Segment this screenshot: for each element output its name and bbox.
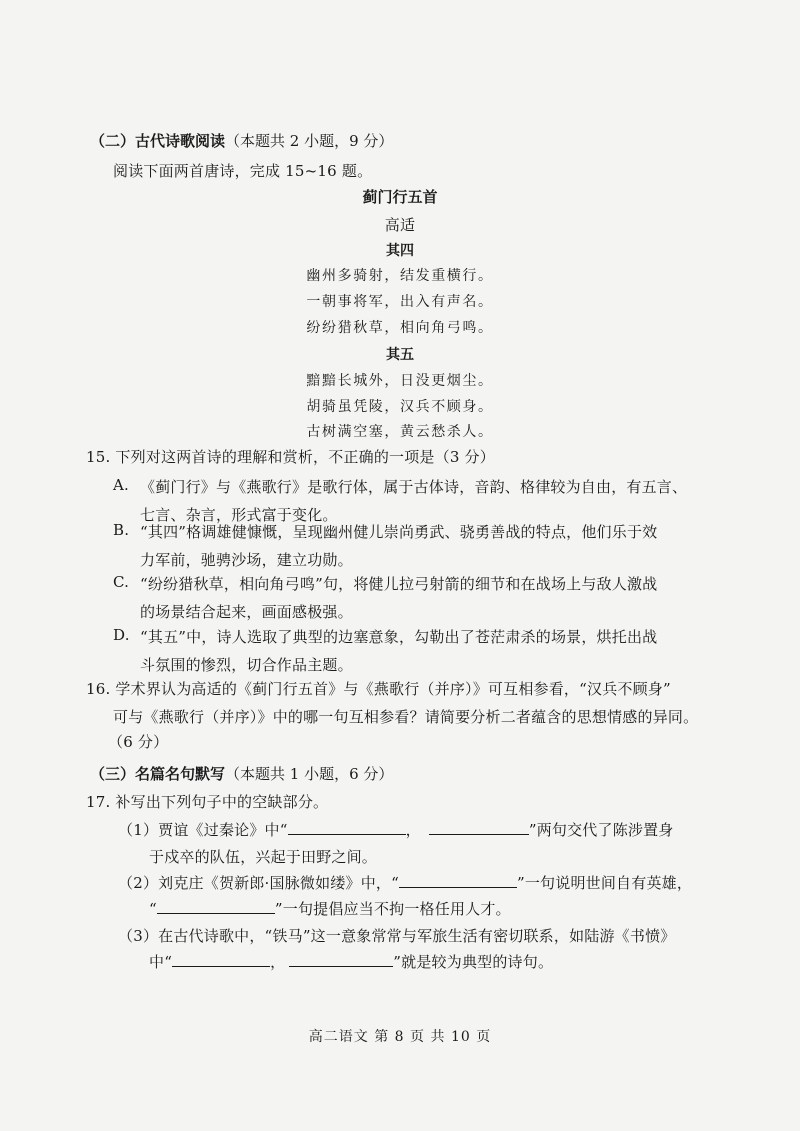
option-label: A. (113, 476, 130, 494)
option-label: D. (113, 626, 130, 644)
question-15-stem: 15. 下列对这两首诗的理解和赏析，不正确的一项是（3 分） (86, 448, 495, 466)
section-heading (90, 763, 393, 784)
poem-line: 一朝事将军，出入有声名。 (306, 294, 494, 310)
poem-author: 高适 (384, 216, 416, 234)
answer-blank[interactable] (157, 899, 275, 914)
question-16-line: 16. 学术界认为高适的《蓟门行五首》与《燕歌行（并序）》可互相参看，“汉兵不顾身” (86, 680, 671, 698)
fill-item-3-cont: 中“ ， ”就是较为典型的诗句。 (149, 953, 554, 971)
section-instruction: 阅读下面两首唐诗，完成 15~16 题。 (113, 162, 373, 180)
question-17-stem: 17. 补写出下列句子中的空缺部分。 (86, 793, 329, 811)
fill-item-3: （3）在古代诗歌中，“铁马”这一意象常常与军旅生活有密切联系，如陆游《书愤》 (118, 927, 676, 945)
option-line: “其五”中，诗人选取了典型的边塞意象，勾勒出了苍茫肃杀的场景，烘托出战 (140, 628, 658, 646)
section-heading (90, 130, 393, 151)
answer-blank[interactable] (288, 820, 406, 835)
question-16-score: （6 分） (108, 733, 169, 751)
section-note: （本题共 2 小题，9 分） (225, 132, 394, 150)
option-label: C. (113, 573, 130, 591)
answer-blank[interactable] (399, 873, 517, 888)
section-title: （二）古代诗歌阅读 (90, 132, 226, 150)
fill-item-1: （1）贾谊《过秦论》中“ ， ”两句交代了陈涉置身 (118, 821, 674, 839)
option-line: “纷纷猎秋草，相向角弓鸣”句，将健儿拉弓射箭的细节和在战场上与敌人激战 (140, 575, 658, 593)
option-line: 力军前，驰骋沙场，建立功勋。 (140, 551, 353, 569)
fill-item-1-cont: 于戍卒的队伍，兴起于田野之间。 (149, 848, 378, 866)
page-footer: 高二语文 第 8 页 共 10 页 (308, 1029, 492, 1045)
poem-line: 纷纷猎秋草，相向角弓鸣。 (306, 320, 494, 336)
option-line: 的场景结合起来，画面感极强。 (140, 603, 353, 621)
poem-line: 幽州多骑射，结发重横行。 (306, 268, 494, 284)
poem-title: 蓟门行五首 (362, 188, 438, 206)
option-label: B. (113, 521, 130, 539)
poem-part-label: 其五 (386, 347, 414, 363)
answer-blank[interactable] (172, 952, 270, 967)
option-line: “其四”格调雄健慷慨，呈现幽州健儿崇尚勇武、骁勇善战的特点，他们乐于效 (140, 523, 658, 541)
option-line: 七言、杂言，形式富于变化。 (140, 506, 338, 524)
poem-part-label: 其四 (386, 243, 414, 259)
fill-item-2: （2）刘克庄《贺新郎·国脉微如缕》中，“ ”一句说明世间自有英雄， (118, 874, 693, 892)
question-16-line: 可与《燕歌行（并序）》中的哪一句互相参看？请简要分析二者蕴含的思想情感的异同。 (113, 708, 699, 726)
section-title: （三）名篇名句默写 (90, 765, 226, 783)
poem-line: 黯黯长城外，日没更烟尘。 (306, 373, 494, 389)
poem-line: 古树满空塞，黄云愁杀人。 (306, 424, 494, 440)
answer-blank[interactable] (429, 820, 529, 835)
fill-item-2-cont: “ ”一句提倡应当不拘一格任用人才。 (149, 900, 511, 918)
poem-line: 胡骑虽凭陵，汉兵不顾身。 (306, 399, 494, 415)
option-line: 斗氛围的惨烈，切合作品主题。 (140, 656, 353, 674)
option-line: 《蓟门行》与《燕歌行》是歌行体，属于古体诗，音韵、格律较为自由，有五言、 (140, 478, 688, 496)
answer-blank[interactable] (289, 952, 393, 967)
section-note: （本题共 1 小题，6 分） (225, 765, 394, 783)
